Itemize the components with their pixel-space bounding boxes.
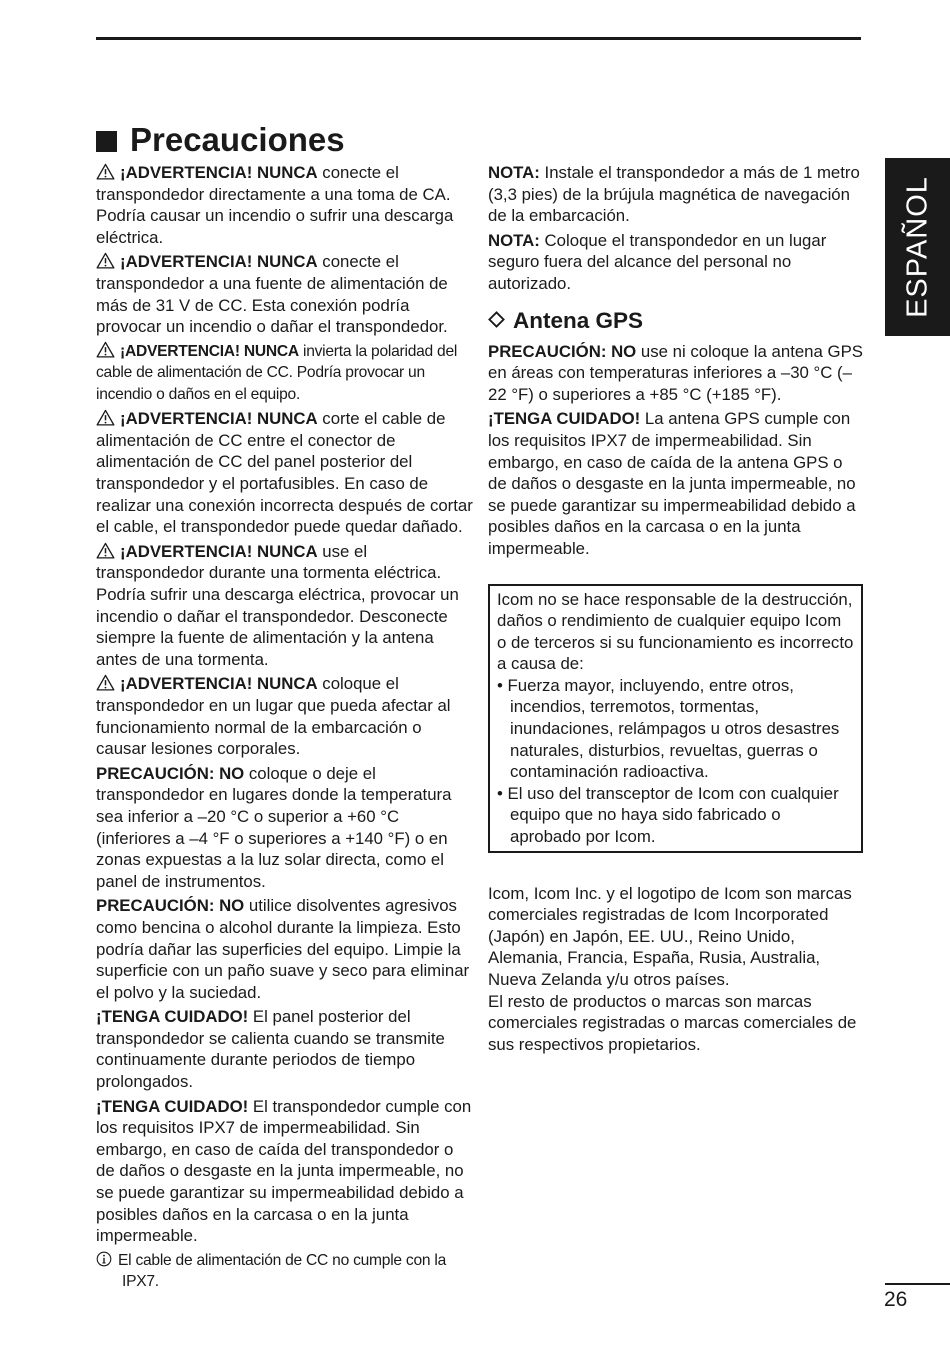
left-column xyxy=(96,162,474,1296)
info-note-text: El cable de alimentación de CC no cumple con la IPX7. xyxy=(118,1251,447,1291)
careful-paragraph xyxy=(96,1096,474,1247)
careful-label: ¡TENGA CUIDADO! xyxy=(96,1007,249,1027)
warning-label: ¡ADVERTENCIA! NUNCA xyxy=(120,342,299,360)
info-circle-icon xyxy=(96,1251,112,1267)
warning-text: conecte el transpondedor directamente a una toma de CA. Podría causar un incendio o sufrir una descarga eléctrica. xyxy=(96,163,454,247)
warning-triangle-icon xyxy=(96,542,115,559)
caution-paragraph xyxy=(96,895,474,1003)
note-paragraph xyxy=(488,230,863,295)
warning-paragraph xyxy=(96,162,474,248)
careful-label: ¡TENGA CUIDADO! xyxy=(96,1096,249,1116)
warning-triangle-icon xyxy=(96,341,115,358)
trademark-paragraph: El resto de productos o marcas son marcas comerciales registradas o marcas comerciales de sus respectivos propietarios. xyxy=(488,991,857,1054)
careful-text: La antena GPS cumple con los requisitos IPX7 de impermeabilidad. Sin embargo, en caso de caída de la antena GPS o de daños o desgaste en la junta impermeable, no se puede garantizar su impermeabilidad debido a posibles daños en la carcasa o en la junta impermeable. xyxy=(488,409,856,558)
disclaimer-intro: Icom no se hace responsable de la destrucción, daños o rendimiento de cualquier equipo Icom o de terceros si su funcionamiento es incorrecto a causa de: xyxy=(497,589,854,674)
careful-text: El transpondedor cumple con los requisitos IPX7 de impermeabilidad. Sin embargo, en caso de caída del transpondedor o de daños o desgaste en la junta impermeable, no se puede garantizar su impermeabilidad debido a posibles daños en la carcasa o en la junta impermeable. xyxy=(96,1096,472,1246)
disclaimer-item: • El uso del transceptor de Icom con cualquier equipo que no haya sido fabricado o aprobado por Icom. xyxy=(497,783,839,847)
top-rule xyxy=(96,37,861,40)
caution-label: PRECAUCIÓN: NO xyxy=(96,763,245,783)
warning-label: ¡ADVERTENCIA! NUNCA xyxy=(120,163,318,182)
gps-antenna-heading-text: Antena GPS xyxy=(513,307,644,333)
caution-text: use ni coloque la antena GPS en áreas con temperaturas inferiores a –30 °C (–22 °F) o superiores a +85 °C (+185 °F). xyxy=(488,341,863,404)
careful-text: El panel posterior del transpondedor se calienta cuando se transmite continuamente durante periodos de tiempo prolongados. xyxy=(96,1007,445,1092)
note-label: NOTA: xyxy=(488,163,540,182)
caution-paragraph xyxy=(488,341,863,406)
caution-text: utilice disolventes agresivos como bencina o alcohol durante la limpieza. Esto podría dañar las superficies del equipo. Limpie la superficie con un paño suave y seco para eliminar el polvo y la suciedad. xyxy=(96,896,470,1002)
diamond-outline-icon xyxy=(488,311,505,328)
section-title xyxy=(96,120,345,160)
square-bullet-icon xyxy=(96,131,117,152)
section-title-text: Precauciones xyxy=(130,121,345,158)
trademark-paragraph: Icom, Icom Inc. y el logotipo de Icom son marcas comerciales registradas de Icom Incorporated (Japón) en Japón, EE. UU., Reino Unido, Alemania, Francia, España, Rusia, Australia, Nueva Zelanda y/u otros países. xyxy=(488,883,852,989)
disclaimer-list xyxy=(497,675,854,848)
page-number: 26 xyxy=(884,1288,908,1311)
warning-label: ¡ADVERTENCIA! NUNCA xyxy=(120,674,318,694)
info-note xyxy=(96,1250,474,1293)
warning-triangle-icon xyxy=(96,163,115,180)
disclaimer-item: • Fuerza mayor, incluyendo, entre otros, incendios, terremotos, tormentas, inundaciones, relámpagos u otros desastres naturales, disturbios, revueltas, guerras o contaminación radioactiva. xyxy=(497,675,840,782)
warning-label: ¡ADVERTENCIA! NUNCA xyxy=(120,409,318,429)
caution-text: coloque o deje el transpondedor en lugares donde la temperatura sea inferior a –20 °C o superior a +60 °C (inferiores a –4 °F o superiores a +140 °F) o en zonas expuestas a la luz solar directa, como el panel de instrumentos. xyxy=(96,763,452,891)
caution-label: PRECAUCIÓN: NO xyxy=(488,341,637,361)
warning-triangle-icon xyxy=(96,252,115,269)
warning-paragraph xyxy=(96,251,474,337)
warning-text: corte el cable de alimentación de CC entre el conector de alimentación de CC del panel posterior del transpondedor y el portafusibles. En caso de realizar una conexión incorrecta después de cortar el cable, el transpondedor puede quedar dañado. xyxy=(96,409,473,537)
warning-paragraph xyxy=(96,341,474,406)
page-number-rule xyxy=(885,1283,950,1285)
warning-triangle-icon xyxy=(96,674,115,691)
careful-label: ¡TENGA CUIDADO! xyxy=(488,409,641,429)
careful-paragraph xyxy=(96,1006,474,1092)
language-tab-label: ESPAÑOL xyxy=(901,176,933,318)
language-tab xyxy=(885,158,950,336)
note-paragraph xyxy=(488,162,863,227)
warning-text: invierta la polaridad del cable de alimentación de CC. Podría provocar un incendio o daños en el equipo. xyxy=(96,342,458,403)
warning-paragraph xyxy=(96,541,474,671)
warning-text: coloque el transpondedor en un lugar que pueda afectar al funcionamiento normal de la embarcación o causar lesiones corporales. xyxy=(96,674,451,759)
warning-paragraph xyxy=(96,408,474,538)
caution-paragraph xyxy=(96,763,474,893)
right-column xyxy=(488,162,863,1055)
warning-paragraph xyxy=(96,673,474,759)
note-text: Instale el transpondedor a más de 1 metro (3,3 pies) de la brújula magnética de navegación de la embarcación. xyxy=(488,163,860,226)
careful-paragraph xyxy=(488,408,863,559)
gps-antenna-heading xyxy=(488,307,863,335)
warning-triangle-icon xyxy=(96,409,115,426)
warning-label: ¡ADVERTENCIA! NUNCA xyxy=(120,541,318,561)
note-label: NOTA: xyxy=(488,230,540,250)
warning-text: conecte el transpondedor a una fuente de alimentación de más de 31 V de CC. Esta conexión podría provocar un incendio o dañar el transpondedor. xyxy=(96,252,448,337)
warning-text: use el transpondedor durante una tormenta eléctrica. Podría sufrir una descarga eléctrica, provocar un incendio o dañar el transpondedor. Desconecte siempre la fuente de alimentación y la antena antes de una tormenta. xyxy=(96,541,459,669)
caution-label: PRECAUCIÓN: NO xyxy=(96,896,245,916)
warning-label: ¡ADVERTENCIA! NUNCA xyxy=(120,252,318,272)
note-text: Coloque el transpondedor en un lugar seguro fuera del alcance del personal no autorizado. xyxy=(488,230,827,293)
disclaimer-box xyxy=(488,584,863,853)
